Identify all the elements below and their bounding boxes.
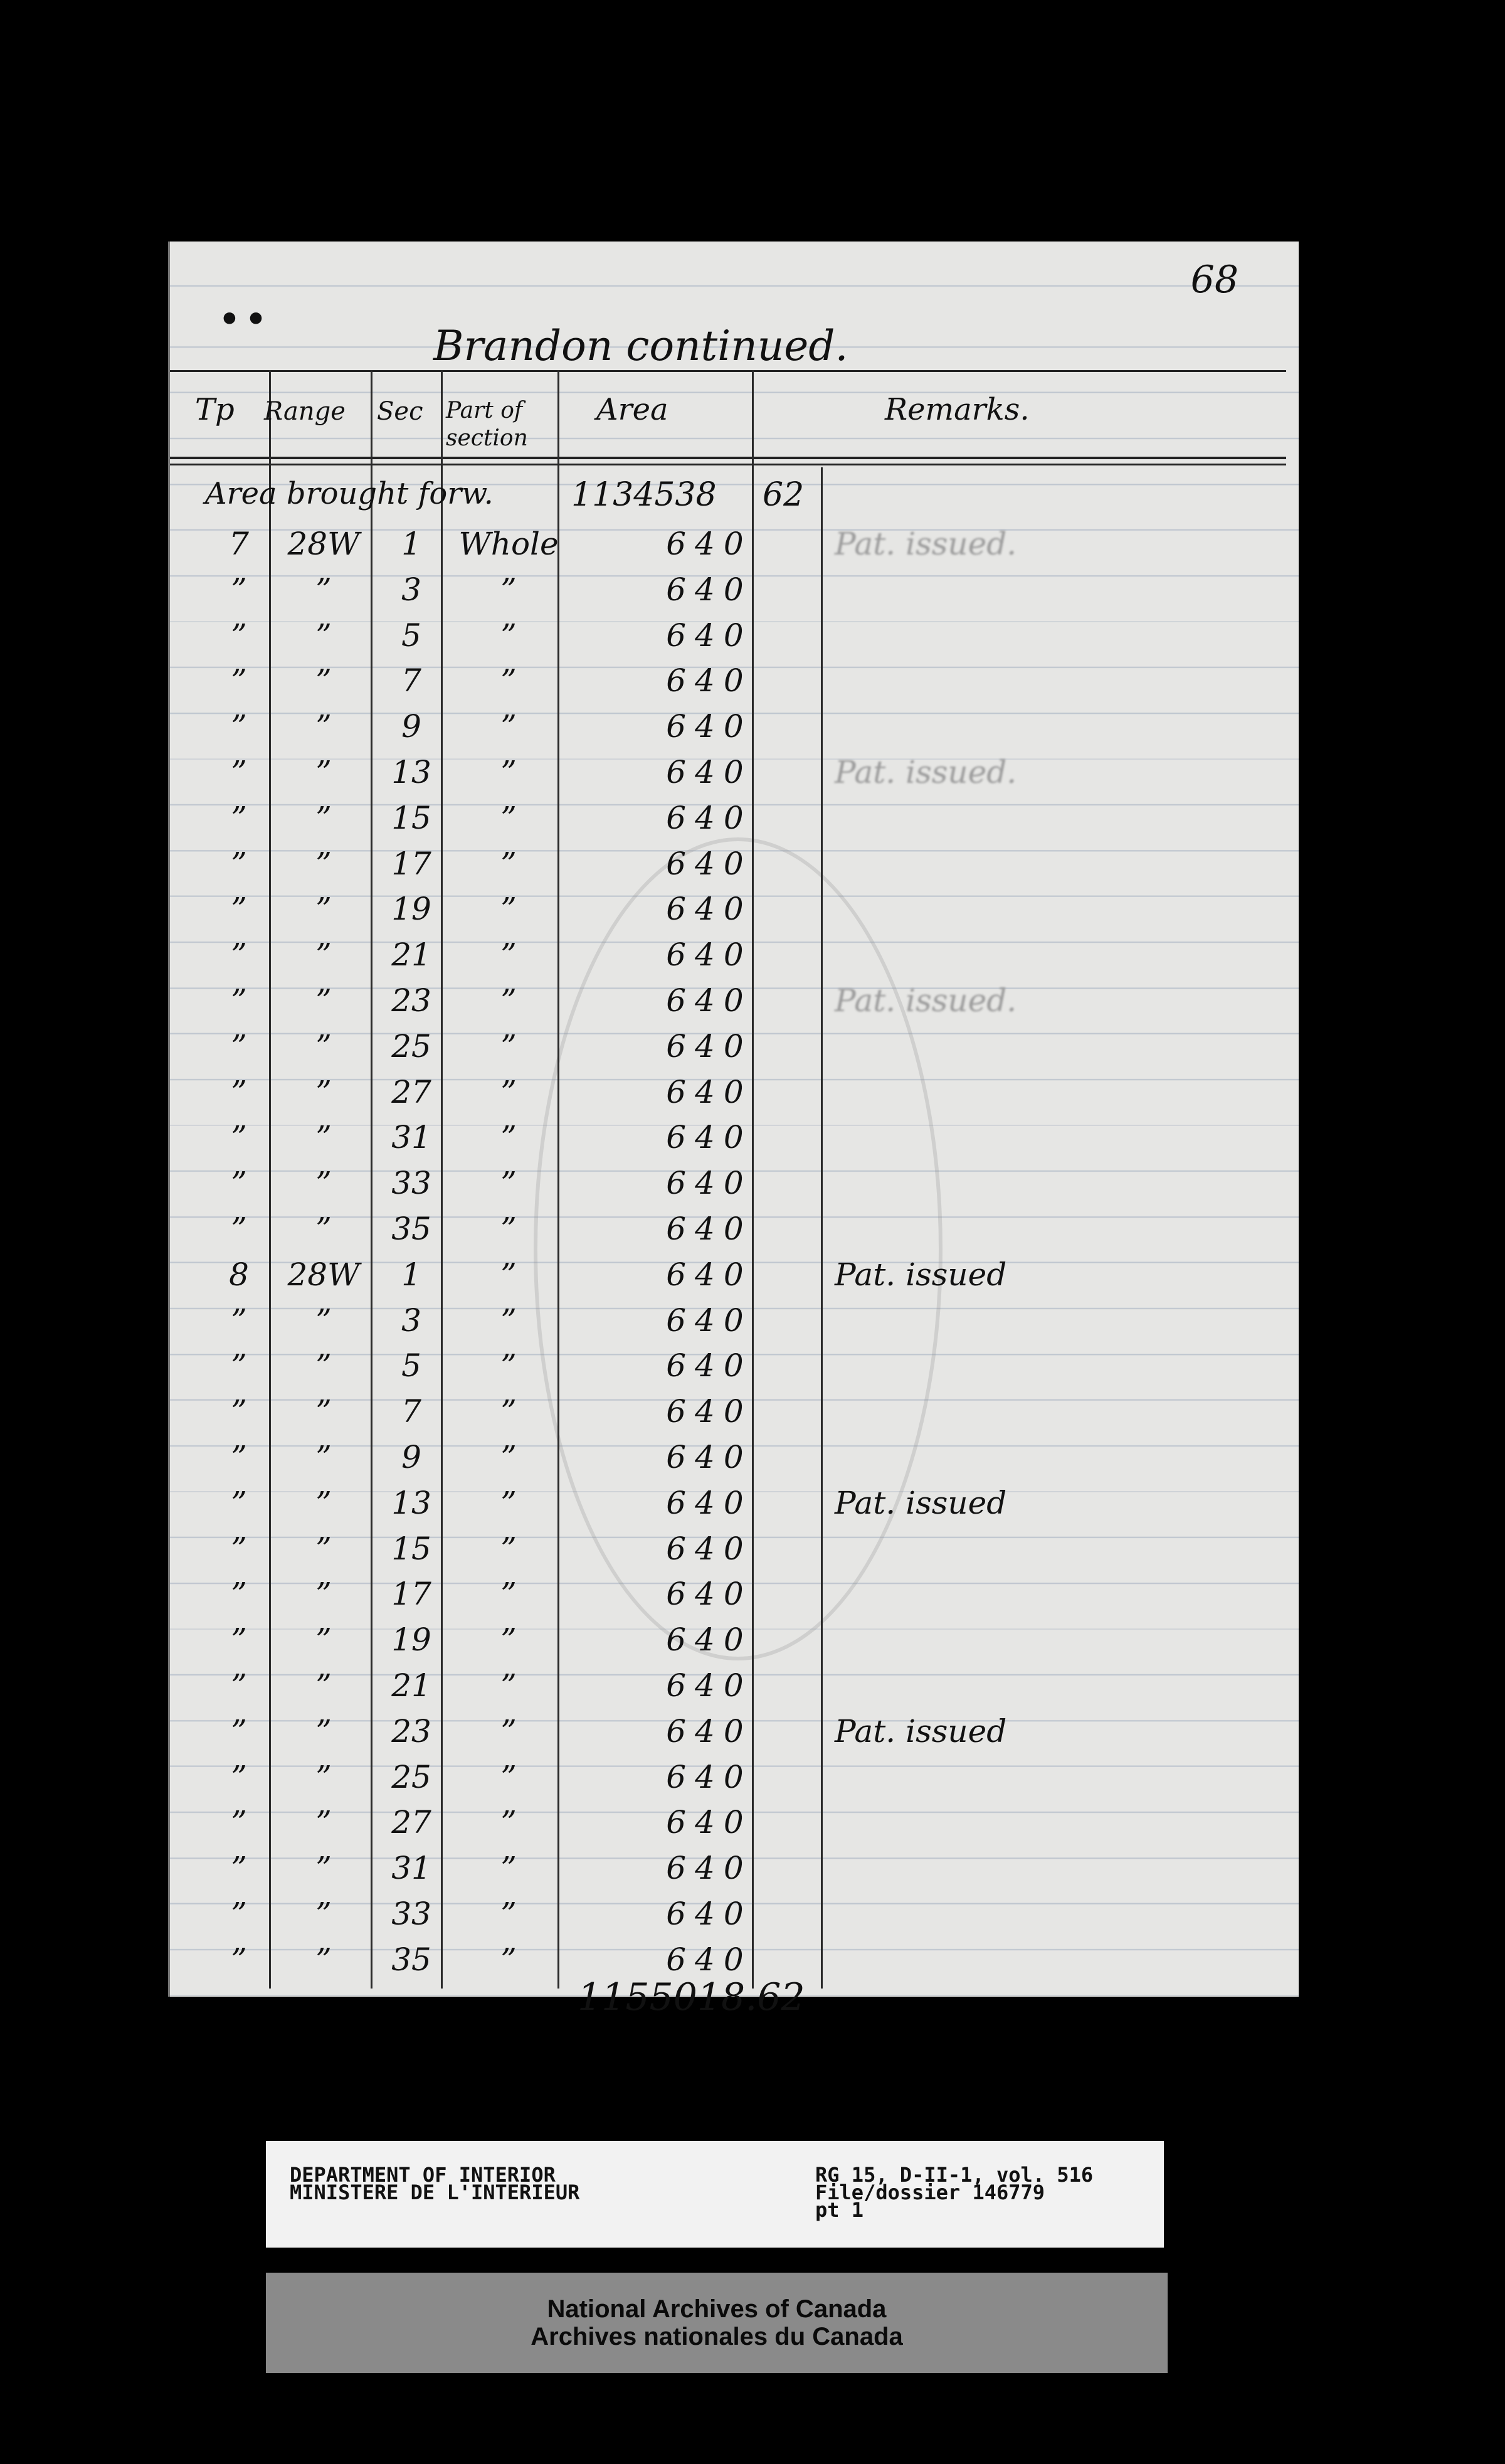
cell-sec: 19: [391, 1622, 431, 1659]
cell-part: ”: [500, 1941, 517, 1978]
cell-tp: ”: [231, 1119, 247, 1156]
table-row: [170, 1069, 1299, 1114]
cell-tp: ”: [231, 1302, 247, 1339]
cell-part: ”: [500, 1302, 517, 1339]
header-top-rule: [170, 370, 1286, 372]
cell-part: ”: [500, 1256, 517, 1293]
table-row: [170, 977, 1299, 1022]
ref-line-1: RG 15, D-II-1, vol. 516: [815, 2163, 1094, 2187]
cell-sec: 23: [391, 1713, 431, 1750]
table-row: [170, 657, 1299, 703]
cell-range: ”: [315, 1530, 332, 1567]
table-row: [170, 1708, 1299, 1753]
table-row: [170, 1617, 1299, 1662]
cell-range: ”: [315, 1073, 332, 1110]
table-row: [170, 1936, 1299, 1982]
cell-part: ”: [500, 662, 517, 699]
cell-tp: ”: [231, 1758, 247, 1795]
cell-area: 640: [666, 1850, 752, 1887]
table-row: [170, 1799, 1299, 1844]
cell-tp: ”: [231, 1713, 247, 1750]
table-row: [170, 1434, 1299, 1479]
cell-sec: 3: [401, 1302, 421, 1339]
cell-tp: 8: [229, 1256, 249, 1293]
cell-part: ”: [500, 1028, 517, 1065]
cell-tp: ”: [231, 1530, 247, 1567]
cell-area: 640: [666, 708, 752, 745]
cell-tp: ”: [231, 571, 247, 608]
cell-part: ”: [500, 1165, 517, 1202]
header-bottom-rule: [170, 457, 1286, 459]
cell-tp: ”: [231, 891, 247, 928]
cell-sec: 15: [391, 1530, 431, 1567]
cell-part: ”: [500, 845, 517, 882]
cell-range: ”: [315, 708, 332, 745]
table-row: [170, 1251, 1299, 1297]
cell-part: ”: [500, 982, 517, 1019]
cell-range: ”: [315, 571, 332, 608]
table-row: [170, 749, 1299, 794]
header-range: Range: [264, 397, 346, 426]
cell-range: ”: [315, 1667, 332, 1704]
table-row: [170, 886, 1299, 931]
cell-sec: 1: [401, 526, 421, 562]
cell-sec: 35: [391, 1941, 431, 1978]
cell-range: ”: [315, 1622, 332, 1659]
table-row: [170, 1662, 1299, 1707]
cell-range: ”: [315, 891, 332, 928]
cell-sec: 5: [401, 1347, 421, 1384]
table-row: [170, 1388, 1299, 1433]
cell-area: 640: [666, 982, 752, 1019]
table-row: [170, 1891, 1299, 1936]
cell-area: 640: [666, 1256, 752, 1293]
cell-sec: 7: [401, 1393, 421, 1430]
cell-area: 640: [666, 526, 752, 562]
header-tp: Tp: [195, 392, 235, 427]
cell-sec: 5: [401, 617, 421, 654]
cell-tp: ”: [231, 1165, 247, 1202]
cell-range: ”: [315, 1393, 332, 1430]
table-row: [170, 521, 1299, 566]
cell-tp: ”: [231, 1347, 247, 1384]
table-row: [170, 1023, 1299, 1068]
cell-remarks: Pat. issued: [835, 1256, 1007, 1293]
table-row: [170, 795, 1299, 840]
cell-sec: 21: [391, 937, 431, 974]
cell-area: 640: [666, 1622, 752, 1659]
cell-area: 640: [666, 1896, 752, 1932]
cell-area: 640: [666, 1028, 752, 1065]
cell-range: ”: [315, 617, 332, 654]
cell-area: 640: [666, 891, 752, 928]
table-row: [170, 1206, 1299, 1251]
cell-tp: ”: [231, 845, 247, 882]
cell-tp: ”: [231, 1896, 247, 1932]
table-row: [170, 1754, 1299, 1799]
cell-range: ”: [315, 1119, 332, 1156]
cell-tp: ”: [231, 662, 247, 699]
cell-sec: 31: [391, 1119, 431, 1156]
cell-range: 28W: [287, 526, 360, 562]
cell-part: ”: [500, 1850, 517, 1887]
cell-area: 640: [666, 1393, 752, 1430]
cell-tp: ”: [231, 754, 247, 790]
cell-area: 640: [666, 1758, 752, 1795]
table-row: [170, 1114, 1299, 1159]
table-row: [170, 1342, 1299, 1388]
cell-sec: 35: [391, 1211, 431, 1247]
cell-tp: ”: [231, 1211, 247, 1247]
cell-tp: ”: [231, 1393, 247, 1430]
cell-sec: 15: [391, 799, 431, 836]
cell-sec: 17: [391, 845, 431, 882]
header-part: Part of section: [446, 398, 528, 451]
cell-area: 640: [666, 571, 752, 608]
cell-area: 640: [666, 1804, 752, 1841]
cell-tp: ”: [231, 1576, 247, 1613]
cell-sec: 25: [391, 1028, 431, 1065]
cell-part: ”: [500, 1667, 517, 1704]
cell-sec: 33: [391, 1896, 431, 1932]
dept-en: DEPARTMENT OF INTERIOR: [290, 2163, 556, 2187]
cell-range: ”: [315, 1302, 332, 1339]
cell-area: 640: [666, 662, 752, 699]
cell-tp: ”: [231, 799, 247, 836]
header-sec: Sec: [377, 397, 423, 426]
cell-sec: 27: [391, 1804, 431, 1841]
cell-area: 640: [666, 1119, 752, 1156]
cell-tp: ”: [231, 1667, 247, 1704]
cell-range: ”: [315, 1713, 332, 1750]
cell-remarks: Pat. issued: [835, 1484, 1007, 1521]
cell-part: ”: [500, 1804, 517, 1841]
cell-sec: 21: [391, 1667, 431, 1704]
cell-range: ”: [315, 1804, 332, 1841]
cell-range: ”: [315, 1484, 332, 1521]
cell-range: ”: [315, 662, 332, 699]
cell-range: ”: [315, 1028, 332, 1065]
cell-range: ”: [315, 937, 332, 974]
cell-remarks: Pat. issued.: [835, 526, 1017, 562]
cell-range: ”: [315, 845, 332, 882]
cell-sec: 9: [401, 1439, 421, 1475]
cell-area: 640: [666, 1302, 752, 1339]
cell-tp: ”: [231, 1484, 247, 1521]
table-row: [170, 566, 1299, 612]
cell-sec: 13: [391, 754, 431, 790]
cell-area: 640: [666, 1576, 752, 1613]
table-row: [170, 841, 1299, 886]
cell-part: ”: [500, 1439, 517, 1475]
cell-part: ”: [500, 617, 517, 654]
cell-remarks: Pat. issued: [835, 1713, 1007, 1750]
cell-part: Whole: [458, 526, 559, 562]
cell-area: 640: [666, 845, 752, 882]
cell-part: ”: [500, 1530, 517, 1567]
folio-number: 68: [1190, 258, 1238, 302]
cell-part: ”: [500, 937, 517, 974]
cell-range: ”: [315, 1211, 332, 1247]
table-row: [170, 612, 1299, 657]
cell-tp: ”: [231, 1028, 247, 1065]
cell-sec: 19: [391, 891, 431, 928]
cell-part: ”: [500, 1211, 517, 1247]
cell-tp: 7: [229, 526, 249, 562]
cell-range: ”: [315, 982, 332, 1019]
cell-area: 640: [666, 617, 752, 654]
cell-area: 640: [666, 799, 752, 836]
cell-sec: 25: [391, 1758, 431, 1795]
cell-range: ”: [315, 1896, 332, 1932]
cell-area: 640: [666, 1073, 752, 1110]
cell-part: ”: [500, 1073, 517, 1110]
cell-remarks: Pat. issued.: [835, 754, 1017, 790]
cell-range: ”: [315, 1439, 332, 1475]
cell-range: ”: [315, 1758, 332, 1795]
cell-area: 640: [666, 1165, 752, 1202]
cell-area: 640: [666, 1941, 752, 1978]
cell-part: ”: [500, 799, 517, 836]
cell-area: 640: [666, 1347, 752, 1384]
cell-range: ”: [315, 1347, 332, 1384]
table-row: [170, 1571, 1299, 1616]
cell-tp: ”: [231, 1073, 247, 1110]
cell-remarks: Pat. issued.: [835, 982, 1017, 1019]
cell-area: 640: [666, 754, 752, 790]
cell-part: ”: [500, 1713, 517, 1750]
cell-part: ”: [500, 1576, 517, 1613]
cell-range: ”: [315, 1165, 332, 1202]
cell-part: ”: [500, 708, 517, 745]
cell-tp: ”: [231, 937, 247, 974]
cell-range: ”: [315, 799, 332, 836]
archives-fr: Archives nationales du Canada: [531, 2323, 903, 2350]
cell-area: 640: [666, 1439, 752, 1475]
ref-line-3: pt 1: [815, 2198, 864, 2222]
table-row: [170, 1297, 1299, 1342]
cell-part: ”: [500, 1393, 517, 1430]
archives-banner: [266, 2273, 1168, 2373]
cell-sec: 9: [401, 708, 421, 745]
table-row: [170, 1480, 1299, 1525]
cell-part: ”: [500, 891, 517, 928]
cell-part: ”: [500, 1347, 517, 1384]
ledger-page: [168, 242, 1299, 2019]
cell-tp: ”: [231, 708, 247, 745]
cell-part: ”: [500, 1484, 517, 1521]
area-total: 1155018.62: [578, 1975, 805, 2019]
cell-area: 640: [666, 1713, 752, 1750]
reference-label: [266, 2141, 1164, 2248]
cell-tp: ”: [231, 1941, 247, 1978]
cell-part: ”: [500, 1622, 517, 1659]
cell-tp: ”: [231, 1804, 247, 1841]
cell-sec: 3: [401, 571, 421, 608]
brought-forward-cents: 62: [763, 476, 805, 514]
cell-tp: ”: [231, 1439, 247, 1475]
cell-part: ”: [500, 1896, 517, 1932]
brought-forward-area: 1134538: [571, 476, 717, 514]
cell-sec: 23: [391, 982, 431, 1019]
brought-forward-label: Area brought forw.: [205, 476, 494, 511]
cell-part: ”: [500, 1119, 517, 1156]
cell-sec: 31: [391, 1850, 431, 1887]
cell-tp: ”: [231, 617, 247, 654]
cell-area: 640: [666, 1211, 752, 1247]
header-double-rule: [170, 464, 1286, 465]
cell-area: 640: [666, 1530, 752, 1567]
cell-range: ”: [315, 1576, 332, 1613]
cell-tp: ”: [231, 982, 247, 1019]
cell-range: ”: [315, 1941, 332, 1978]
cell-area: 640: [666, 1667, 752, 1704]
cell-part: ”: [500, 1758, 517, 1795]
header-area: Area: [596, 392, 668, 427]
cell-part: ”: [500, 754, 517, 790]
cell-tp: ”: [231, 1850, 247, 1887]
cell-tp: ”: [231, 1622, 247, 1659]
table-row: [170, 703, 1299, 748]
cell-sec: 33: [391, 1165, 431, 1202]
cell-part: ”: [500, 571, 517, 608]
cell-sec: 27: [391, 1073, 431, 1110]
page-marks: • •: [218, 297, 263, 343]
table-row: [170, 932, 1299, 977]
table-row: [170, 1845, 1299, 1890]
page-title: Brandon continued.: [433, 322, 848, 370]
cell-sec: 7: [401, 662, 421, 699]
cell-range: ”: [315, 754, 332, 790]
cell-range: 28W: [287, 1256, 360, 1293]
cell-area: 640: [666, 937, 752, 974]
ref-line-2: File/dossier 146779: [815, 2180, 1045, 2204]
table-row: [170, 1526, 1299, 1571]
cell-area: 640: [666, 1484, 752, 1521]
dept-fr: MINISTERE DE L'INTERIEUR: [290, 2180, 580, 2204]
archives-en: National Archives of Canada: [547, 2295, 887, 2323]
header-remarks: Remarks.: [885, 392, 1030, 427]
table-row: [170, 1160, 1299, 1205]
cell-sec: 1: [401, 1256, 421, 1293]
cell-sec: 17: [391, 1576, 431, 1613]
cell-range: ”: [315, 1850, 332, 1887]
cell-sec: 13: [391, 1484, 431, 1521]
